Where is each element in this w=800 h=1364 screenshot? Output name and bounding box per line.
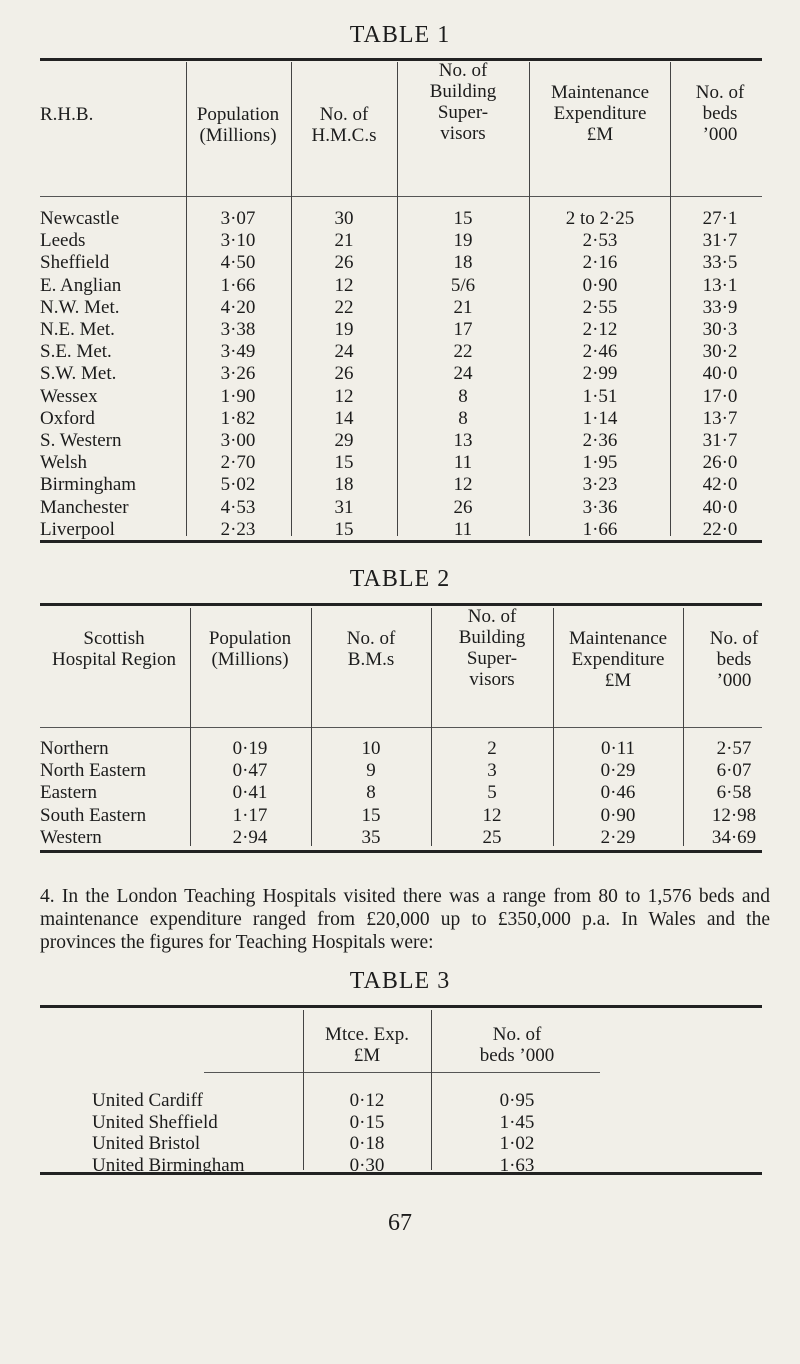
table1-cell: 14 [334,407,354,429]
table1-header-cell: No. of Building Super- visors [429,60,497,144]
table1-cell: 2 to 2·25 [565,208,635,229]
table1-cell: 26·0 [702,452,738,474]
table2-column-line [190,608,191,846]
table1-cell: 24 [453,363,473,385]
table3-cell: 1·02 [499,1133,535,1154]
table2-cell: 6·07 [716,760,752,782]
table1-cell: 3·07 [220,208,256,229]
table2-column-line [311,608,312,846]
table2-cell: 0·41 [232,782,268,804]
table1-cell: 1·51 [582,385,618,407]
table1-caption: TABLE 1 [349,22,451,48]
table1-cell: 2·23 [220,518,256,540]
table1-cell: 5·02 [220,474,256,496]
table1-cell: 1·95 [582,452,618,474]
table3-row-label: United Sheffield [92,1111,218,1133]
table2-cell: 25 [482,826,502,848]
table1-cell: 1·90 [220,385,256,407]
table1-cell: 1·14 [582,407,618,429]
table1-cell: 22·0 [702,518,738,540]
table1-cell: 3·10 [220,230,256,252]
table1-row-label: S.W. Met. [40,363,117,385]
table1-column-line [291,62,292,536]
table2-cell: 15 [361,804,381,826]
table1-cell: 15 [334,518,354,540]
table1-cell: 1·66 [582,518,618,540]
table1-cell: 8 [458,385,468,407]
table1-cell: 33·9 [702,296,738,318]
table1-cell: 3·38 [220,319,256,340]
table2-cell: 2 [487,738,497,759]
body-paragraph: 4. In the London Teaching Hospitals visited there was a range from 80 to 1,576 beds and maintenance expenditure ranged from £20,000 up to £350,000 p.a. In Wales and the provinces the figures for Teaching Hospitals were: [40,886,770,953]
table1-header-cell: Population (Millions) [196,104,280,146]
table2-cell: 0·90 [600,804,636,826]
table2-cell: 2·57 [716,738,752,759]
table1-cell: 18 [334,474,354,496]
table1-cell: 4·20 [220,296,256,318]
table1-cell: 17 [453,319,473,340]
table1-cell: 1·82 [220,407,256,429]
table1-cell: 2·70 [220,452,256,474]
table1-cell: 42·0 [702,474,738,496]
table2-row-label: North Eastern [40,760,147,782]
table2-row-label: Western [40,826,102,848]
table1-cell: 3·49 [220,341,256,363]
table3-cell: 0·12 [349,1090,385,1111]
table2-cell: 2·29 [600,826,636,848]
table2-cell: 0·19 [232,738,268,759]
table1-cell: 27·1 [702,208,738,229]
table1-cell: 19 [334,319,354,340]
table1-header-cell: R.H.B. [40,104,94,125]
table1-cell: 4·53 [220,496,256,518]
table1-cell: 30·3 [702,319,738,340]
table1-cell: 3·23 [582,474,618,496]
table1-cell: 40·0 [702,496,738,518]
table2-column-line [431,608,432,846]
table1-cell: 8 [458,407,468,429]
table2-header-cell: No. of B.M.s [346,628,396,670]
table1-header-cell: No. of H.M.C.s [311,104,377,146]
table2-cell: 5 [487,782,497,804]
table1-cell: 17·0 [702,385,738,407]
table1-cell: 22 [334,296,354,318]
table3-top-rule [40,1005,762,1008]
table2-cell: 12 [482,804,502,826]
table3-cell: 0·95 [499,1090,535,1111]
table1-cell: 11 [453,518,473,540]
table3-header-cell: No. of beds ’000 [479,1024,555,1066]
table1-cell: 24 [334,341,354,363]
table1-cell: 26 [334,252,354,274]
table1-header-cell: No. of beds ’000 [695,82,745,145]
table1-row-label: Newcastle [40,208,120,229]
table2-row-label: South Eastern [40,804,147,826]
table3-bottom-rule [40,1172,762,1175]
table3-row-label: United Birmingham [92,1154,245,1176]
table1-cell: 29 [334,430,354,451]
table1-cell: 31·7 [702,430,738,451]
table1-column-line [186,62,187,536]
table1-cell: 5/6 [450,274,476,296]
table1-row-label: N.W. Met. [40,296,120,318]
table2-column-line [553,608,554,846]
table1-cell: 26 [453,496,473,518]
table2-cell: 8 [366,782,376,804]
table1-row-label: Manchester [40,496,129,518]
table1-column-line [529,62,530,536]
table3-column-line [431,1010,432,1170]
table3-column-line [303,1010,304,1170]
table2-cell: 0·46 [600,782,636,804]
table2-cell: 3 [487,760,497,782]
table1-row-label: Birmingham [40,474,137,496]
table2-cell: 9 [366,760,376,782]
table1-row-label: Oxford [40,407,95,429]
table2-column-line [683,608,684,846]
table3-cell: 0·15 [349,1111,385,1133]
table2-cell: 1·17 [232,804,268,826]
table1-cell: 2·53 [582,230,618,252]
table1-cell: 21 [334,230,354,252]
table1-cell: 2·12 [582,319,618,340]
table1-cell: 2·99 [582,363,618,385]
table1-cell: 4·50 [220,252,256,274]
table1-row-label: S.E. Met. [40,341,112,363]
table1-cell: 2·16 [582,252,618,274]
table1-cell: 19 [453,230,473,252]
table1-cell: 2·55 [582,296,618,318]
table2-row-label: Northern [40,738,109,759]
table2-cell: 0·47 [232,760,268,782]
table2-header-cell: Scottish Hospital Region [51,628,177,670]
table1-cell: 30 [334,208,354,229]
table2-header-cell: Maintenance Expenditure £M [568,628,668,691]
table1-cell: 13·1 [702,274,738,296]
table2-header-cell: No. of beds ’000 [709,628,759,691]
table3-header-rule [204,1072,600,1073]
table2-caption: TABLE 2 [349,566,451,592]
table1-cell: 26 [334,363,354,385]
table1-cell: 13 [453,430,473,451]
table1-row-label: Sheffield [40,252,110,274]
table1-cell: 30·2 [702,341,738,363]
table1-cell: 15 [334,452,354,474]
table1-cell: 12 [334,274,354,296]
table1-header-rule [40,196,762,197]
table1-row-label: Liverpool [40,518,115,540]
table2-cell: 12·98 [711,804,757,826]
table3-cell: 0·30 [349,1154,385,1176]
table1-cell: 2·46 [582,341,618,363]
table1-cell: 3·36 [582,496,618,518]
table3-row-label: United Cardiff [92,1090,203,1111]
table2-cell: 35 [361,826,381,848]
table3-cell: 1·45 [499,1111,535,1133]
table2-header-cell: No. of Building Super- visors [458,606,526,690]
table1-cell: 33·5 [702,252,738,274]
table2-cell: 6·58 [716,782,752,804]
table3-cell: 0·18 [349,1133,385,1154]
table2-header-cell: Population (Millions) [208,628,292,670]
table3-header-cell: Mtce. Exp. £M [325,1024,409,1066]
table1-cell: 22 [453,341,473,363]
table1-cell: 12 [453,474,473,496]
table1-cell: 1·66 [220,274,256,296]
table1-cell: 2·36 [582,430,618,451]
table2-cell: 0·29 [600,760,636,782]
table3-row-label: United Bristol [92,1133,201,1154]
table2-top-rule [40,603,762,606]
table2-cell: 10 [361,738,381,759]
table1-row-label: Wessex [40,385,98,407]
table1-row-label: Leeds [40,230,86,252]
table3-cell: 1·63 [499,1154,535,1176]
table1-column-line [397,62,398,536]
table1-row-label: Welsh [40,452,88,474]
table1-column-line [670,62,671,536]
page-number: 67 [388,1210,412,1236]
table1-cell: 12 [334,385,354,407]
table1-cell: 11 [453,452,473,474]
table1-header-cell: Maintenance Expenditure £M [550,82,650,145]
table1-cell: 13·7 [702,407,738,429]
table2-row-label: Eastern [40,782,97,804]
table1-cell: 3·26 [220,363,256,385]
table1-cell: 18 [453,252,473,274]
table1-cell: 31 [334,496,354,518]
table1-cell: 21 [453,296,473,318]
table3-caption: TABLE 3 [349,968,451,994]
table1-cell: 15 [453,208,473,229]
table1-bottom-rule [40,540,762,543]
table2-cell: 34·69 [711,826,757,848]
table2-cell: 2·94 [232,826,268,848]
table1-cell: 31·7 [702,230,738,252]
table1-row-label: E. Anglian [40,274,122,296]
table2-cell: 0·11 [600,738,636,759]
table1-row-label: N.E. Met. [40,319,115,340]
table1-cell: 40·0 [702,363,738,385]
table1-cell: 0·90 [582,274,618,296]
table2-header-rule [40,727,762,728]
table1-cell: 3·00 [220,430,256,451]
table1-row-label: S. Western [40,430,122,451]
table2-bottom-rule [40,850,762,853]
